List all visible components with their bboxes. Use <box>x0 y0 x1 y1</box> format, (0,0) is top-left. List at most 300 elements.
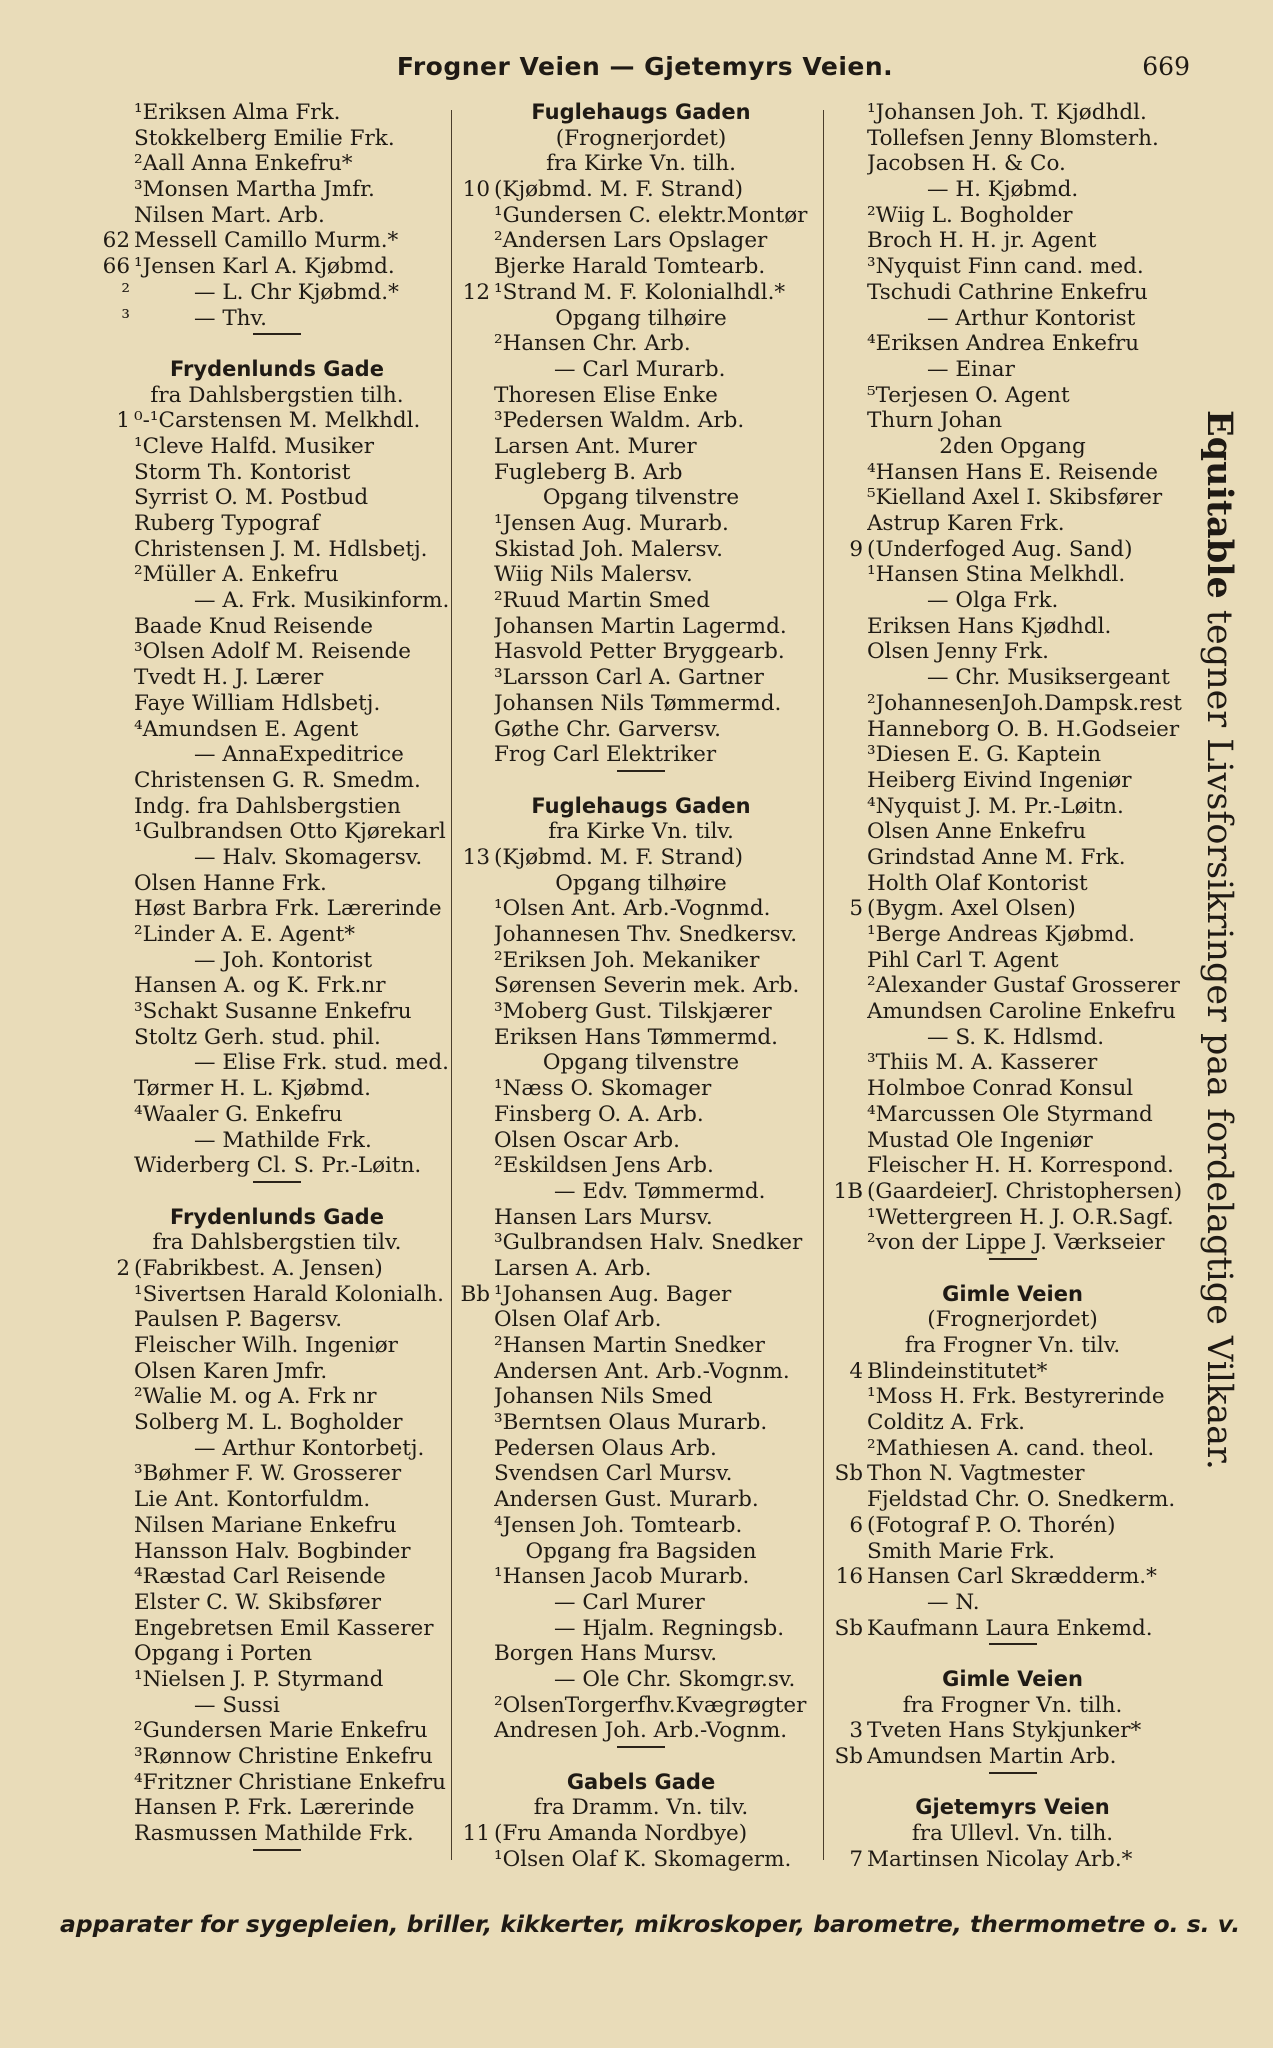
directory-entry <box>96 434 458 460</box>
directory-entry <box>456 922 826 948</box>
resident-text: ³Nyquist Finn cand. med. <box>867 254 1144 280</box>
directory-entry <box>456 254 826 280</box>
directory-entry <box>456 717 826 743</box>
street-name: Gabels Gade <box>566 1769 716 1794</box>
resident-text: ⁴Fritzner Christiane Enkefru <box>134 1769 446 1795</box>
directory-entry <box>829 691 1196 717</box>
directory-entry <box>456 999 826 1025</box>
resident-text: Christensen G. R. Smedm. <box>134 767 421 793</box>
resident-text: (Kjøbmd. M. F. Strand) <box>494 177 744 203</box>
directory-entry <box>96 1436 458 1462</box>
resident-text: ¹Olsen Ant. Arb.-Vognmd. <box>494 896 771 922</box>
house-number: 9 <box>849 536 863 562</box>
directory-entry <box>96 460 458 486</box>
resident-text: ¹Jensen Karl A. Kjøbmd. <box>134 254 395 280</box>
resident-text: ²von der Lippe J. Værkseier <box>867 1230 1165 1256</box>
house-number: 11 <box>462 1821 490 1847</box>
resident-text: ⁴Nyquist J. M. Pr.-Løitn. <box>867 793 1124 819</box>
section-subheading <box>456 126 826 152</box>
directory-entry <box>456 280 826 306</box>
page-number: 669 <box>1142 52 1190 81</box>
directory-entry <box>456 1564 826 1590</box>
directory-entry <box>829 1230 1196 1256</box>
house-number: Sb <box>834 1461 863 1487</box>
directory-entry <box>829 742 1196 768</box>
directory-entry <box>96 1102 458 1128</box>
resident-text: Finsberg O. A. Arb. <box>494 1101 704 1127</box>
section-subheading <box>456 151 826 177</box>
directory-entry <box>96 1693 458 1719</box>
directory-entry <box>96 537 458 563</box>
resident-text: — AnnaExpeditrice <box>194 742 404 768</box>
separator-rule <box>617 770 665 772</box>
resident-text: ³Thiis M. A. Kasserer <box>867 1050 1098 1076</box>
resident-text: Frog Carl Elektriker <box>494 742 717 768</box>
directory-entry <box>96 511 458 537</box>
resident-text: ²Alexander Gustaf Grosserer <box>867 973 1180 999</box>
directory-entry <box>456 1461 826 1487</box>
subheading-text: Opgang tilvenstre <box>542 485 740 511</box>
section-separator <box>96 1179 458 1205</box>
separator-rule <box>989 1772 1037 1774</box>
street-heading <box>829 1795 1196 1821</box>
subheading-text: Opgang tilhøire <box>555 870 727 896</box>
directory-entry <box>96 1050 458 1076</box>
resident-text: ⁴Jensen Joh. Tomtearb. <box>494 1512 743 1538</box>
directory-entry <box>829 1513 1196 1539</box>
resident-text: ⁵Kielland Axel I. Skibsfører <box>867 485 1163 511</box>
directory-entry <box>96 1744 458 1770</box>
directory-entry <box>829 1384 1196 1410</box>
resident-text: — A. Frk. Musikinform. <box>194 588 450 614</box>
directory-entry <box>96 126 458 152</box>
directory-entry <box>456 1616 826 1642</box>
directory-entry <box>456 742 826 768</box>
resident-text: — Halv. Skomagersv. <box>194 844 423 870</box>
directory-entry <box>829 639 1196 665</box>
resident-text: (GaardeierJ. Christophersen) <box>867 1178 1183 1204</box>
section-subheading <box>456 1050 826 1076</box>
resident-text: Johannesen Thv. Snedkersv. <box>494 922 798 947</box>
directory-entry <box>456 1153 826 1179</box>
section-subheading <box>96 383 458 409</box>
resident-text: (Fotograf P. O. Thorén) <box>867 1512 1116 1538</box>
resident-text: Andresen Joh. Arb.-Vognm. <box>494 1718 788 1744</box>
directory-entry <box>96 1333 458 1359</box>
section-subheading <box>456 1795 826 1821</box>
column-left <box>96 100 458 1872</box>
subheading-text: (Frognerjordet) <box>555 125 727 151</box>
resident-text: — Olga Frk. <box>927 588 1059 614</box>
resident-text: ²Hansen Martin Snedker <box>494 1333 765 1358</box>
house-number: 4 <box>849 1358 863 1384</box>
side-ad-brand: Equitable <box>1199 410 1240 599</box>
footer-advertisement: apparater for sygepleien, briller, kikkerter, mikroskoper, barometre, thermometre o. s. v. <box>60 1910 1241 1938</box>
directory-entry <box>96 922 458 948</box>
resident-text: Larsen A. Arb. <box>494 1255 652 1281</box>
resident-text: ²Müller A. Enkefru <box>134 562 339 588</box>
resident-text: — Arthur Kontorbetj. <box>194 1435 425 1461</box>
directory-entry <box>96 742 458 768</box>
resident-text: ¹Eriksen Alma Frk. <box>134 100 341 125</box>
resident-text: Amundsen Martin Arb. <box>867 1744 1117 1769</box>
directory-entry <box>456 1307 826 1333</box>
directory-entry <box>456 1384 826 1410</box>
directory-entry <box>829 254 1196 280</box>
resident-text: Olsen Oscar Arb. <box>494 1127 680 1153</box>
resident-text: ¹Jensen Aug. Murarb. <box>494 511 729 536</box>
resident-text: ³Moberg Gust. Tilskjærer <box>494 999 772 1025</box>
resident-text: ¹Berge Andreas Kjøbmd. <box>867 922 1135 947</box>
resident-text: ²Eskildsen Jens Arb. <box>494 1153 714 1179</box>
resident-text: ⁴Waaler G. Enkefru <box>134 1101 343 1127</box>
resident-text: Borgen Hans Mursv. <box>494 1641 718 1667</box>
resident-text: ³Bøhmer F. W. Grosserer <box>134 1461 402 1487</box>
directory-entry <box>96 1795 458 1821</box>
street-heading <box>829 1667 1196 1693</box>
subheading-text: 2den Opgang <box>939 433 1086 459</box>
resident-text: (Underfoged Aug. Sand) <box>867 536 1133 562</box>
resident-text: Smith Marie Frk. <box>867 1538 1055 1564</box>
directory-entry <box>829 537 1196 563</box>
directory-entry <box>96 614 458 640</box>
directory-entry <box>829 1359 1196 1385</box>
subheading-text: (Frognerjordet) <box>927 1307 1098 1333</box>
subheading-text: fra Frogner Vn. tilh. <box>902 1692 1123 1718</box>
directory-entry <box>96 1564 458 1590</box>
directory-entry <box>96 588 458 614</box>
resident-text: (Fabrikbest. A. Jensen) <box>134 1255 383 1281</box>
side-ad-rest: tegner Livsforsikringer paa fordelagtige Vilkaar. <box>1199 609 1239 1471</box>
resident-text: Fugleberg B. Arb <box>494 459 683 485</box>
directory-entry <box>829 177 1196 203</box>
directory-entry <box>456 537 826 563</box>
section-separator <box>456 768 826 794</box>
directory-entry <box>829 717 1196 743</box>
directory-entry <box>456 973 826 999</box>
directory-entry <box>456 1847 826 1873</box>
directory-entry <box>456 1667 826 1693</box>
resident-text: ¹Cleve Halfd. Musiker <box>134 433 375 459</box>
directory-entry <box>829 794 1196 820</box>
directory-entry <box>96 1359 458 1385</box>
resident-text: Tschudi Cathrine Enkefru <box>867 279 1148 305</box>
directory-entry <box>456 948 826 974</box>
directory-entry <box>456 511 826 537</box>
resident-text: Fleischer H. H. Korrespond. <box>867 1153 1174 1179</box>
house-number: Bb <box>460 1281 490 1307</box>
directory-entry <box>96 1770 458 1796</box>
resident-text: Colditz A. Frk. <box>867 1410 1025 1436</box>
house-number: 6 <box>849 1512 863 1538</box>
directory-entry <box>456 1076 826 1102</box>
directory-entry <box>96 845 458 871</box>
house-number: 66 <box>102 254 130 280</box>
separator-rule <box>617 1746 665 1748</box>
resident-text: ²Wiig L. Bogholder <box>867 202 1073 228</box>
resident-text: Mustad Ole Ingeniør <box>867 1127 1093 1153</box>
directory-entry <box>96 100 458 126</box>
resident-text: Hansen A. og K. Frk.nr <box>134 973 386 999</box>
directory-entry <box>96 408 458 434</box>
directory-entry <box>456 845 826 871</box>
directory-entry <box>456 383 826 409</box>
directory-entry <box>456 177 826 203</box>
resident-text: ¹Strand M. F. Kolonialhdl.* <box>494 279 786 305</box>
resident-text: Lie Ant. Kontorfuldm. <box>134 1487 371 1513</box>
house-number: ³ <box>121 305 130 331</box>
resident-text: ²Gundersen Marie Enkefru <box>134 1718 428 1744</box>
directory-entry <box>456 665 826 691</box>
directory-entry <box>96 1128 458 1154</box>
directory-entry <box>96 1667 458 1693</box>
resident-text: ²Linder A. E. Agent* <box>134 922 356 947</box>
resident-text: Elster C. W. Skibsfører <box>134 1589 382 1615</box>
resident-text: Larsen Ant. Murer <box>494 433 697 459</box>
resident-text: ²Mathiesen A. cand. theol. <box>867 1435 1155 1461</box>
separator-rule <box>989 1643 1037 1645</box>
street-heading <box>456 100 826 126</box>
resident-text: Opgang i Porten <box>134 1641 313 1667</box>
resident-text: Jacobsen H. & Co. <box>867 151 1066 177</box>
resident-text: Tollefsen Jenny Blomsterh. <box>867 125 1159 151</box>
resident-text: Baade Knud Reisende <box>134 613 373 639</box>
resident-text: Johansen Nils Tømmermd. <box>494 690 782 716</box>
subheading-text: Opgang tilhøire <box>555 305 727 331</box>
resident-text: ³Schakt Susanne Enkefru <box>134 999 412 1025</box>
house-number: 2 <box>116 1255 130 1281</box>
house-number: 1 <box>116 408 130 434</box>
resident-text: ³Gulbrandsen Halv. Snedker <box>494 1230 803 1256</box>
resident-text: ⁴Marcussen Ole Styrmand <box>867 1101 1153 1127</box>
directory-entry <box>829 1205 1196 1231</box>
directory-entry <box>829 1410 1196 1436</box>
subheading-text: fra Kirke Vn. tilv. <box>548 819 734 845</box>
resident-text: Indg. fra Dahlsbergstien <box>134 793 401 819</box>
directory-entry <box>96 1282 458 1308</box>
directory-entry <box>829 768 1196 794</box>
separator-rule <box>253 1849 301 1851</box>
resident-text: Skistad Joh. Malersv. <box>494 536 723 562</box>
street-name: Fuglehaugs Gaden <box>531 793 751 818</box>
directory-entry <box>96 1539 458 1565</box>
resident-text: Pedersen Olaus Arb. <box>494 1435 717 1461</box>
side-advertisement <box>1190 410 1250 1471</box>
resident-text: ²OlsenTorgerfhv.Kvægrøgter <box>494 1692 807 1718</box>
directory-entry <box>829 1718 1196 1744</box>
street-name: Fuglehaugs Gaden <box>531 100 751 124</box>
resident-text: — Arthur Kontorist <box>927 305 1136 331</box>
resident-text: Stoltz Gerh. stud. phil. <box>134 1024 381 1050</box>
house-number: 10 <box>462 177 490 203</box>
resident-text: Olsen Karen Jmfr. <box>134 1358 328 1384</box>
resident-text: ³Rønnow Christine Enkefru <box>134 1744 433 1769</box>
directory-entry <box>829 871 1196 897</box>
resident-text: ²Walie M. og A. Frk nr <box>134 1384 377 1410</box>
directory-entry <box>456 1333 826 1359</box>
directory-entry <box>829 511 1196 537</box>
directory-entry <box>96 1410 458 1436</box>
section-separator <box>96 331 458 357</box>
directory-entry <box>456 1436 826 1462</box>
directory-entry <box>829 1744 1196 1770</box>
directory-entry <box>456 1025 826 1051</box>
directory-entry <box>456 896 826 922</box>
column-right <box>829 100 1196 1872</box>
directory-entry <box>829 1436 1196 1462</box>
resident-text: Wiig Nils Malersv. <box>494 562 693 588</box>
resident-text: Høst Barbra Frk. Lærerinde <box>134 896 442 922</box>
directory-entry <box>96 1384 458 1410</box>
street-heading <box>456 1770 826 1796</box>
resident-text: Tveten Hans Stykjunker* <box>867 1718 1142 1744</box>
resident-text: Rasmussen Mathilde Frk. <box>134 1821 414 1847</box>
resident-text: Hanneborg O. B. H.Godseier <box>867 716 1180 742</box>
directory-entry <box>829 203 1196 229</box>
resident-text: (Bygm. Axel Olsen) <box>867 896 1076 922</box>
resident-text: Fleischer Wilh. Ingeniør <box>134 1333 398 1358</box>
resident-text: ³Monsen Martha Jmfr. <box>134 177 375 203</box>
resident-text: Martinsen Nicolay Arb.* <box>867 1846 1133 1872</box>
resident-text: Engebretsen Emil Kasserer <box>134 1615 434 1641</box>
directory-entry <box>456 1359 826 1385</box>
directory-entry <box>829 1487 1196 1513</box>
resident-text: Widerberg Cl. S. Pr.-Løitn. <box>134 1153 422 1179</box>
resident-text: ¹Moss H. Frk. Bestyrerinde <box>867 1384 1165 1410</box>
directory-entry <box>96 1616 458 1642</box>
directory-entry <box>456 1487 826 1513</box>
resident-text: Fjeldstad Chr. O. Snedkerm. <box>867 1487 1176 1513</box>
subheading-text: fra Frogner Vn. tilv. <box>904 1333 1121 1358</box>
street-heading <box>829 1282 1196 1308</box>
resident-text: — Carl Murer <box>554 1589 705 1615</box>
directory-entry <box>829 1050 1196 1076</box>
directory-entry <box>456 1590 826 1616</box>
section-subheading <box>456 819 826 845</box>
resident-text: ²Eriksen Joh. Mekaniker <box>494 947 760 973</box>
directory-entry <box>456 357 826 383</box>
resident-text: ²Ruud Martin Smed <box>494 588 711 614</box>
directory-entry <box>829 1564 1196 1590</box>
section-subheading <box>829 1333 1196 1359</box>
directory-entry <box>96 717 458 743</box>
section-separator <box>829 1256 1196 1282</box>
directory-entry <box>456 460 826 486</box>
directory-entry <box>456 562 826 588</box>
directory-entry <box>456 1641 826 1667</box>
resident-text: — Ole Chr. Skomgr.sv. <box>554 1666 796 1692</box>
directory-entry <box>96 177 458 203</box>
resident-text: Holmboe Conrad Konsul <box>867 1076 1134 1102</box>
directory-entry <box>456 1693 826 1719</box>
directory-entry <box>96 1641 458 1667</box>
resident-text: Svendsen Carl Mursv. <box>494 1461 733 1487</box>
directory-entry <box>829 408 1196 434</box>
resident-text: ¹Nielsen J. P. Styrmand <box>134 1666 384 1692</box>
directory-entry <box>96 665 458 691</box>
resident-text: Hansen Carl Skrædderm.* <box>867 1564 1157 1590</box>
street-name: Gimle Veien <box>942 1281 1083 1306</box>
directory-entry <box>456 1230 826 1256</box>
directory-entry <box>96 228 458 254</box>
resident-text: Nilsen Mariane Enkefru <box>134 1512 397 1538</box>
resident-text: — Sussi <box>194 1692 280 1718</box>
directory-entry <box>829 280 1196 306</box>
directory-entry <box>456 228 826 254</box>
house-number: 5 <box>849 896 863 922</box>
resident-text: — Joh. Kontorist <box>194 947 373 973</box>
resident-text: ¹Johansen Aug. Bager <box>494 1281 732 1307</box>
directory-columns <box>96 100 1194 1880</box>
directory-entry <box>829 1539 1196 1565</box>
directory-entry <box>829 357 1196 383</box>
directory-entry <box>456 203 826 229</box>
side-ad-text <box>1190 410 1248 1470</box>
resident-text: — Einar <box>927 356 1015 382</box>
resident-text: ⁰-¹Carstensen M. Melkhdl. <box>134 408 421 434</box>
resident-text: Eriksen Hans Tømmermd. <box>494 1024 778 1050</box>
directory-entry <box>96 1821 458 1847</box>
directory-entry <box>96 948 458 974</box>
resident-text: — N. <box>927 1589 980 1615</box>
directory-entry <box>96 280 458 306</box>
directory-entry <box>456 408 826 434</box>
resident-text: Olsen Hanne Frk. <box>134 870 327 896</box>
directory-entry <box>829 614 1196 640</box>
house-number: 7 <box>849 1846 863 1872</box>
resident-text: Stokkelberg Emilie Frk. <box>134 125 395 151</box>
resident-text: Bjerke Harald Tomtearb. <box>494 254 766 280</box>
directory-entry <box>456 588 826 614</box>
section-subheading <box>829 1693 1196 1719</box>
directory-entry <box>456 1205 826 1231</box>
column-divider <box>823 110 824 1860</box>
subheading-text: Opgang tilvenstre <box>542 1050 740 1076</box>
resident-text: ⁵Terjesen O. Agent <box>867 382 1070 408</box>
directory-entry <box>829 306 1196 332</box>
resident-text: ¹Olsen Olaf K. Skomagerm. <box>494 1846 792 1872</box>
directory-entry <box>829 1128 1196 1154</box>
street-name: Gjetemyrs Veien <box>915 1795 1110 1820</box>
directory-entry <box>96 691 458 717</box>
street-name: Frydenlunds Gade <box>170 1204 384 1229</box>
directory-entry <box>829 126 1196 152</box>
resident-text: — Thv. <box>194 305 267 331</box>
resident-text: ³Diesen E. G. Kaptein <box>867 742 1102 768</box>
directory-entry <box>96 1487 458 1513</box>
directory-entry <box>96 768 458 794</box>
section-subheading <box>829 1307 1196 1333</box>
directory-entry <box>829 460 1196 486</box>
resident-text: Eriksen Hans Kjødhdl. <box>867 613 1112 639</box>
directory-entry <box>456 1256 826 1282</box>
page-title: Frogner Veien — Gjetemyrs Veien. <box>396 52 894 81</box>
directory-entry <box>829 1590 1196 1616</box>
section-separator <box>96 1847 458 1873</box>
directory-entry <box>829 999 1196 1025</box>
directory-entry <box>829 383 1196 409</box>
directory-entry <box>456 1513 826 1539</box>
directory-entry <box>96 1461 458 1487</box>
resident-text: ¹Johansen Joh. T. Kjødhdl. <box>867 100 1147 125</box>
directory-entry <box>96 871 458 897</box>
directory-entry <box>829 1616 1196 1642</box>
subheading-text: fra Kirke Vn. tilh. <box>546 151 736 177</box>
house-number: Sb <box>834 1744 863 1769</box>
resident-text: Faye William Hdlsbetj. <box>134 690 381 716</box>
house-number: ² <box>121 279 130 305</box>
resident-text: Nilsen Mart. Arb. <box>134 202 325 228</box>
